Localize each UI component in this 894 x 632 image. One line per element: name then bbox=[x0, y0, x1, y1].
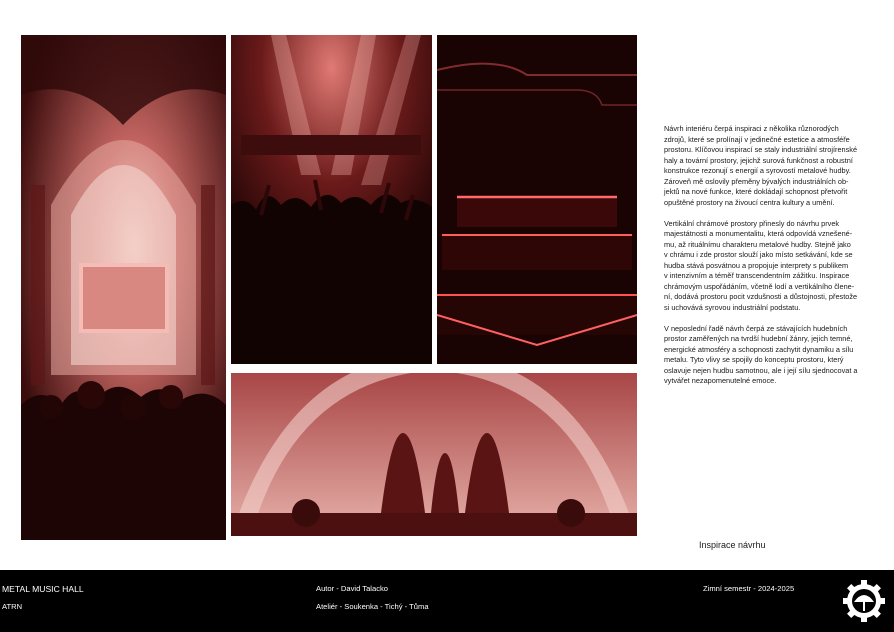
semester-label: Zimní semestr - 2024-2025 bbox=[703, 584, 795, 593]
photo-neon-stage bbox=[437, 35, 637, 364]
photo-gothic-church-concert bbox=[21, 35, 226, 540]
description-text bbox=[664, 124, 886, 397]
image-caption: Inspirace návrhu bbox=[699, 540, 766, 550]
photo-concert-crowd bbox=[231, 35, 432, 364]
gear-logo-icon bbox=[841, 578, 887, 624]
paragraph-industrial: Návrh interiéru čerpá inspiraci z několika různorodých zdrojů, které se prolínají v jedinečné estetice a atmosféře prostoru. Klíčovou inspirací se staly industriální strojírenské haly a tovární prostory, jejichž surová funkčnost a robustní konstrukce rezonují s energií a syrovostí metalové hudby. Zároveň mě oslovily přeměny bývalých industriálních ob- jektů na nové funkce, které dokládají schopnost přetvořit opuštěné prostory na živoucí centra kultury a umění. bbox=[664, 124, 858, 207]
project-title: METAL MUSIC HALL bbox=[2, 584, 84, 594]
studio-label: Ateliér - Soukenka - Tichý - Tůma bbox=[316, 602, 429, 611]
paragraph-music-venues: V neposlední řadě návrh čerpá ze stávajících hudebních prostor zaměřených na tvrdší hudební žánry, jejich temné, energické atmosféry a schopnosti zachytit dynamiku a sílu metalu. Tyto vlivy se spojily do konceptu prostoru, který oslavuje nejen hudbu samotnou, ale i její sílu sjednocovat a vytvářet nezapomenutelné emoce. bbox=[664, 323, 858, 385]
photo-modern-chapel-arches bbox=[231, 373, 637, 536]
footer-bar bbox=[0, 570, 894, 632]
author-label: Autor - David Talacko bbox=[316, 584, 389, 593]
paragraph-chapel: Vertikální chrámové prostory přinesly do návrhu prvek majestátnosti a monumentalitu, která odpovídá vznešené- mu, až rituálnímu charakteru metalové hudby. Stejně jako v chrámu i zde prostor slouží jako místo setkávání, kde se hudba stává posvátnou a propojuje interprety s publikem v intenzivním a téměř transcendentním zážitku. Inspirace chrámovým uspořádáním, včetně lodí a vertikálního člene- ní, dodává prostoru pocit vzdušnosti a důstojnosti, přestože si uchovává syrovou industriální podstatu. bbox=[664, 218, 858, 312]
project-code: ATRN bbox=[2, 602, 23, 611]
